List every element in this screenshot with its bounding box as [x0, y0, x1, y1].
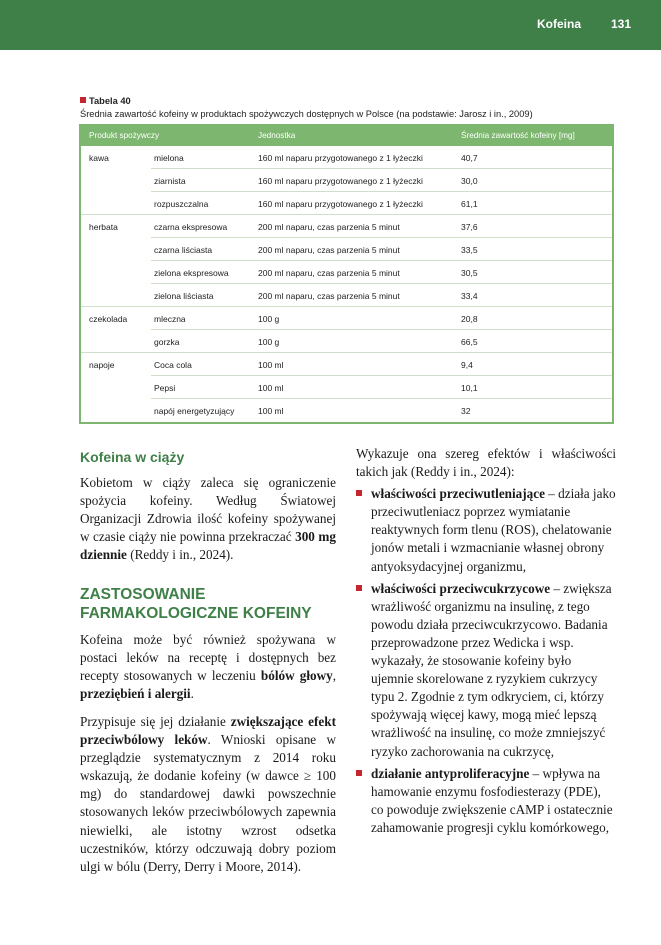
section-heading-pharmacological: ZASTOSOWANIE FARMAKOLOGICZNE KOFEINY — [80, 585, 312, 622]
table-row — [81, 261, 612, 284]
list-item — [356, 765, 616, 837]
running-title: Kofeina — [536, 17, 581, 31]
table-header-unit: Jednostka — [258, 131, 296, 140]
page-header — [0, 0, 661, 50]
cell-group: herbata — [89, 222, 118, 232]
cell-unit: 200 ml naparu, czas parzenia 5 minut — [258, 268, 400, 278]
table-header-product: Produkt spożywczy — [89, 131, 160, 140]
cell-unit: 100 ml — [258, 360, 284, 370]
paragraph-effects-intro: Wykazuje ona szereg efektów i właściwości takich jak (Reddy i in., 2024): — [356, 446, 616, 480]
cell-item: mielona — [154, 153, 184, 163]
cell-item: zielona liściasta — [154, 291, 214, 301]
bullet-square-icon — [356, 585, 362, 591]
cell-value: 30,0 — [461, 176, 478, 186]
table-row — [81, 146, 612, 169]
page-number: 131 — [610, 17, 631, 31]
cell-unit: 200 ml naparu, czas parzenia 5 minut — [258, 222, 400, 232]
list-item-term: właściwości przeciwcukrzycowe — [371, 580, 551, 596]
cell-unit: 200 ml naparu, czas parzenia 5 minut — [258, 291, 400, 301]
cell-item: Pepsi — [154, 383, 176, 393]
cell-value: 20,8 — [461, 314, 478, 324]
list-item — [356, 485, 616, 575]
list-item-text: – działa jako przeciwutleniacz poprzez wymiatanie reaktywnych form tlenu (ROS), chelatowanie jonów metali i wzmacnianie własnej obrony antyoksydacyjnej organizmu, — [371, 486, 616, 574]
list-item-text: – zwiększa wrażliwość organizmu na insulinę, z tego powodu działa przeciwcukrzycowo. Badania przeprowadzone przez Wedicka i wsp. wykazały, że stosowanie kofeiny było ujemnie skorelowane z ryzykiem cukrzycy typu 2. Zgodnie z tym odkryciem, ci, którzy spożywają więcej kawy, mogą mieć lepszą wrażliwość na insulinę, co może zmniejszyć ryzyko zachorowania na cukrzycę, — [371, 580, 612, 759]
cell-item: mleczna — [154, 314, 186, 324]
paragraph-pregnancy: Kobietom w ciąży zaleca się ograniczenie spożycia kofeiny. Według Światowej Organizacji Zdrowia ilość kofeiny spożywanej w czasie ciąży nie powinna przekraczać 300 mg dziennie (Reddy i in., 2024). — [80, 475, 336, 563]
cell-item: czarna ekspresowa — [154, 222, 228, 232]
cell-item: rozpuszczalna — [154, 199, 209, 209]
table-row — [81, 238, 612, 261]
cell-value: 30,5 — [461, 268, 478, 278]
right-column — [356, 445, 616, 837]
cell-unit: 100 ml — [258, 383, 284, 393]
cell-unit: 160 ml naparu przygotowanego z 1 łyżeczki — [258, 199, 423, 209]
cell-value: 61,1 — [461, 199, 478, 209]
table-header-row — [81, 126, 612, 146]
cell-unit: 100 g — [258, 314, 280, 324]
cell-unit: 100 g — [258, 337, 280, 347]
cell-value: 10,1 — [461, 383, 478, 393]
table-row — [81, 307, 612, 330]
table-row — [81, 169, 612, 192]
cell-group: kawa — [89, 153, 109, 163]
cell-value: 9,4 — [461, 360, 473, 370]
list-item — [356, 580, 616, 761]
cell-value: 40,7 — [461, 153, 478, 163]
paragraph-medications: Kofeina może być również spożywana w postaci leków na receptę i dostępnych bez recepty stosowanych w leczeniu bólów głowy, przeziębień i alergii. — [80, 631, 336, 701]
list-item-text: – wpływa na hamowanie enzymu fosfodiesterazy (PDE), co powoduje zwiększenie cAMP i ostatecznie zahamowanie progresji cyklu komórkowego, — [371, 765, 613, 835]
table-row — [81, 376, 612, 399]
cell-value: 33,4 — [461, 291, 478, 301]
table-body — [81, 146, 612, 422]
cell-value: 37,6 — [461, 222, 478, 232]
table-row — [81, 399, 612, 422]
table-row — [81, 215, 612, 238]
table-caption-text: Średnia zawartość kofeiny w produktach spożywczych dostępnych w Polsce (na podstawie: Jarosz i in., 2009) — [80, 109, 533, 119]
left-column — [80, 448, 336, 876]
cell-item: zielona ekspresowa — [154, 268, 229, 278]
paragraph-analgesic: Przypisuje się jej działanie zwiększające efekt przeciwbólowy leków. Wnioski opisane w przeglądzie systematycznym z 2014 roku wskazują, że dodanie kofeiny (w dawce ≥ 100 mg) do standardowej dawki powszechnie stosowanych leków przeciwbólowych zapewnia niewielki, ale istotny wzrost odsetka uczestników, którzy odczuwają dobry poziom ulgi w bólu (Derry, Derry i Moore, 2014). — [80, 713, 336, 874]
caffeine-table — [79, 124, 614, 424]
cell-group: czekolada — [89, 314, 128, 324]
cell-value: 32 — [461, 406, 471, 416]
cell-unit: 160 ml naparu przygotowanego z 1 łyżeczki — [258, 153, 423, 163]
cell-group: napoje — [89, 360, 115, 370]
bullet-square-icon — [80, 97, 86, 103]
cell-item: ziarnista — [154, 176, 186, 186]
table-header-caffeine: Średnia zawartość kofeiny [mg] — [461, 131, 575, 140]
cell-item: czarna liściasta — [154, 245, 213, 255]
bullet-square-icon — [356, 490, 362, 496]
cell-unit: 100 ml — [258, 406, 284, 416]
cell-unit: 200 ml naparu, czas parzenia 5 minut — [258, 245, 400, 255]
table-row — [81, 284, 612, 307]
cell-item: napój energetyzujący — [154, 406, 235, 416]
table-row — [81, 330, 612, 353]
cell-item: gorzka — [154, 337, 180, 347]
cell-value: 66,5 — [461, 337, 478, 347]
table-row — [81, 192, 612, 215]
table-row — [81, 353, 612, 376]
cell-unit: 160 ml naparu przygotowanego z 1 łyżeczki — [258, 176, 423, 186]
bullet-square-icon — [356, 770, 362, 776]
cell-item: Coca cola — [154, 360, 192, 370]
table-caption — [80, 95, 620, 121]
effects-list — [356, 485, 616, 837]
list-item-term: właściwości przeciwutleniające — [371, 486, 545, 502]
cell-value: 33,5 — [461, 245, 478, 255]
section-heading-pregnancy: Kofeina w ciąży — [80, 449, 185, 465]
table-label: Tabela 40 — [89, 96, 131, 106]
list-item-term: działanie antyproliferacyjne — [371, 765, 530, 781]
